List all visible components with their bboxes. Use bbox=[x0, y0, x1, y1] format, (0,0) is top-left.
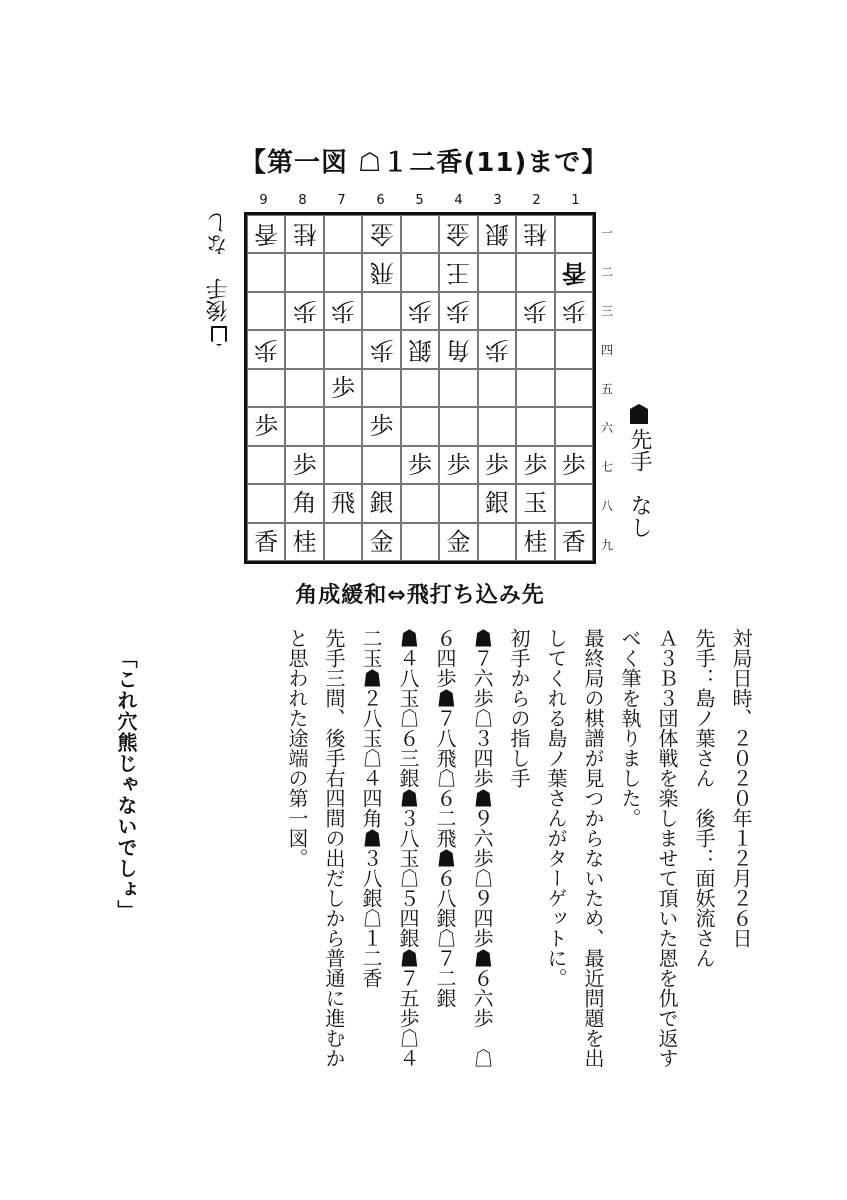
board-square bbox=[439, 484, 477, 522]
sente-piece: 歩 bbox=[407, 450, 432, 479]
board-square bbox=[555, 292, 593, 330]
board-square bbox=[439, 523, 477, 561]
board-square bbox=[439, 446, 477, 484]
gote-piece: 歩 bbox=[331, 297, 356, 326]
board-square bbox=[324, 407, 362, 445]
board-square bbox=[478, 253, 516, 291]
board-square bbox=[401, 215, 439, 253]
rank-label: 一 bbox=[600, 226, 613, 240]
sente-piece: 歩 bbox=[561, 450, 586, 479]
board-square bbox=[439, 369, 477, 407]
board-square bbox=[516, 215, 554, 253]
board-square bbox=[362, 523, 400, 561]
board-square bbox=[401, 292, 439, 330]
board-square bbox=[285, 330, 323, 368]
rank-label: 四 bbox=[600, 343, 613, 357]
board-square bbox=[247, 330, 285, 368]
board-square bbox=[285, 446, 323, 484]
board-square bbox=[362, 292, 400, 330]
board-square bbox=[555, 369, 593, 407]
body-line: 先手：島ノ葉さん 後手：面妖流さん bbox=[692, 628, 716, 968]
file-label: 2 bbox=[532, 193, 541, 208]
gote-piece: 香 bbox=[254, 220, 279, 249]
gote-piece: 香 bbox=[561, 258, 586, 288]
board-square bbox=[324, 292, 362, 330]
board-square bbox=[362, 407, 400, 445]
board-square bbox=[324, 253, 362, 291]
file-label: 3 bbox=[493, 193, 502, 208]
board-square bbox=[247, 369, 285, 407]
board-square bbox=[478, 446, 516, 484]
body-line: べく筆を執りました。 bbox=[618, 628, 642, 828]
board-square bbox=[478, 215, 516, 253]
gote-piece: 王 bbox=[446, 258, 471, 287]
rank-label: 九 bbox=[600, 538, 613, 552]
board-square bbox=[362, 330, 400, 368]
sente-hand bbox=[624, 404, 655, 538]
body-line: ☗４八玉☖６三銀☗３八玉☖５四銀☗７五歩☖４ bbox=[396, 628, 420, 1068]
board-square bbox=[555, 446, 593, 484]
file-label: 8 bbox=[298, 193, 307, 208]
file-label: 6 bbox=[376, 193, 385, 208]
board-square bbox=[516, 407, 554, 445]
sente-piece: 桂 bbox=[523, 527, 548, 556]
sente-piece: 銀 bbox=[369, 489, 394, 518]
board-square bbox=[285, 484, 323, 522]
sente-piece: 歩 bbox=[446, 450, 471, 479]
board-square bbox=[324, 446, 362, 484]
gote-piece: 金 bbox=[369, 220, 394, 249]
board-square bbox=[362, 253, 400, 291]
gote-piece: 銀 bbox=[484, 220, 509, 249]
sente-piece: 桂 bbox=[292, 527, 317, 556]
gote-piece: 歩 bbox=[369, 335, 394, 364]
board-square bbox=[478, 523, 516, 561]
body-line: 二玉☗２八玉☖４四角☗３八銀☖１二香 bbox=[359, 628, 383, 988]
board-square bbox=[362, 484, 400, 522]
file-label: 1 bbox=[571, 193, 580, 208]
sente-piece: 銀 bbox=[484, 489, 509, 518]
body-line: Ａ３Ｂ３団体戦を楽しませて頂いた恩を仇で返す bbox=[655, 628, 679, 1068]
board-square bbox=[285, 523, 323, 561]
board-square bbox=[324, 330, 362, 368]
board-square bbox=[324, 523, 362, 561]
article-body bbox=[278, 628, 759, 1128]
board-square bbox=[478, 330, 516, 368]
gote-piece: 歩 bbox=[254, 335, 279, 364]
board-square bbox=[516, 253, 554, 291]
board-square bbox=[439, 253, 477, 291]
board-square bbox=[285, 215, 323, 253]
sente-piece: 角 bbox=[292, 489, 317, 518]
board-square bbox=[555, 215, 593, 253]
sente-mark-icon bbox=[630, 404, 648, 424]
diagram-title: 【第一図 ☖１二香(11)まで】 bbox=[240, 148, 609, 178]
board-square bbox=[247, 446, 285, 484]
file-label: 7 bbox=[337, 193, 346, 208]
board-square bbox=[401, 484, 439, 522]
board-square bbox=[285, 292, 323, 330]
sente-piece: 金 bbox=[446, 527, 471, 556]
board-square bbox=[439, 407, 477, 445]
board-square bbox=[247, 523, 285, 561]
sente-piece: 香 bbox=[254, 527, 279, 556]
board-square bbox=[247, 407, 285, 445]
board-square bbox=[324, 484, 362, 522]
gote-piece: 飛 bbox=[369, 258, 394, 287]
sente-piece: 香 bbox=[561, 527, 586, 556]
board-square bbox=[478, 369, 516, 407]
sente-piece: 歩 bbox=[484, 450, 509, 479]
board-square bbox=[401, 369, 439, 407]
gote-piece: 桂 bbox=[292, 220, 317, 249]
board-square bbox=[516, 292, 554, 330]
body-line: 対局日時、２０２０年１２月２６日 bbox=[729, 628, 753, 948]
board-square bbox=[324, 215, 362, 253]
board-square bbox=[478, 484, 516, 522]
board-square bbox=[401, 253, 439, 291]
sente-piece: 歩 bbox=[292, 450, 317, 479]
board-square bbox=[555, 253, 593, 291]
board-square bbox=[478, 292, 516, 330]
board-square bbox=[247, 292, 285, 330]
gote-piece: 歩 bbox=[446, 297, 471, 326]
body-line: 先手三間、後手右四間の出だしから普通に進むか bbox=[322, 628, 346, 1068]
file-labels bbox=[244, 193, 596, 209]
body-line: 初手からの指し手 bbox=[507, 628, 531, 788]
body-line: と思われた途端の第一図。 bbox=[285, 628, 309, 868]
gote-piece: 歩 bbox=[407, 297, 432, 326]
gote-mark-icon bbox=[211, 326, 227, 346]
board-square bbox=[555, 523, 593, 561]
board-square bbox=[362, 446, 400, 484]
sente-piece: 歩 bbox=[254, 412, 279, 441]
sente-piece: 飛 bbox=[331, 489, 356, 518]
board-square bbox=[401, 407, 439, 445]
rank-label: 六 bbox=[600, 421, 613, 435]
rank-label: 五 bbox=[600, 382, 613, 396]
rank-label: 二 bbox=[600, 265, 613, 279]
body-line: 最終局の棋譜が見つからないため、最近問題を出 bbox=[581, 628, 605, 1068]
body-line: してくれる島ノ葉さんがターゲットに。 bbox=[544, 628, 568, 988]
board-square bbox=[439, 215, 477, 253]
board-square bbox=[516, 369, 554, 407]
gote-piece: 歩 bbox=[523, 297, 548, 326]
board-square bbox=[247, 215, 285, 253]
board-square bbox=[478, 407, 516, 445]
gote-piece: 歩 bbox=[484, 335, 509, 364]
board-square bbox=[516, 523, 554, 561]
body-line: ６四歩☗７八飛☖６二飛☗６八銀☖７二銀 bbox=[433, 628, 457, 1008]
board-square bbox=[555, 484, 593, 522]
board-square bbox=[324, 369, 362, 407]
board-square bbox=[555, 407, 593, 445]
gote-piece: 金 bbox=[446, 220, 471, 249]
gote-piece: 歩 bbox=[561, 297, 586, 326]
sente-piece: 金 bbox=[369, 527, 394, 556]
rank-label: 七 bbox=[600, 460, 613, 474]
board-square bbox=[247, 253, 285, 291]
body-line: ☗７六歩☖３四歩☗９六歩☖９四歩☗６六歩 ☖ bbox=[470, 628, 494, 1068]
board-square bbox=[247, 484, 285, 522]
file-label: 4 bbox=[454, 193, 463, 208]
board-square bbox=[555, 330, 593, 368]
board-square bbox=[285, 407, 323, 445]
gote-hand bbox=[203, 212, 234, 346]
shogi-board bbox=[244, 212, 596, 564]
gote-hand-text: 後手 なし bbox=[206, 212, 231, 322]
board-square bbox=[401, 330, 439, 368]
gote-piece: 角 bbox=[446, 335, 471, 364]
gote-piece: 銀 bbox=[407, 335, 432, 364]
board-square bbox=[362, 215, 400, 253]
sente-piece: 歩 bbox=[369, 412, 394, 441]
sente-hand-text: 先手 なし bbox=[627, 428, 652, 538]
sente-piece: 歩 bbox=[331, 373, 356, 402]
board-square bbox=[285, 253, 323, 291]
board-square bbox=[285, 369, 323, 407]
board-square bbox=[439, 292, 477, 330]
rank-label: 八 bbox=[600, 499, 613, 513]
quote-heading: 「これ穴熊じゃないでしょ」 bbox=[114, 648, 138, 921]
rank-label: 三 bbox=[600, 304, 613, 318]
board-square bbox=[516, 330, 554, 368]
board-square bbox=[401, 446, 439, 484]
diagram-caption: 角成緩和⇔飛打ち込み先 bbox=[295, 583, 545, 608]
sente-piece: 歩 bbox=[523, 450, 548, 479]
board-square bbox=[516, 484, 554, 522]
board-square bbox=[439, 330, 477, 368]
board-square bbox=[362, 369, 400, 407]
gote-piece: 桂 bbox=[523, 220, 548, 249]
board-square bbox=[401, 523, 439, 561]
sente-piece: 玉 bbox=[523, 489, 548, 518]
board-square bbox=[516, 446, 554, 484]
rank-labels bbox=[600, 212, 614, 564]
gote-piece: 歩 bbox=[292, 297, 317, 326]
file-label: 9 bbox=[259, 193, 268, 208]
file-label: 5 bbox=[415, 193, 424, 208]
